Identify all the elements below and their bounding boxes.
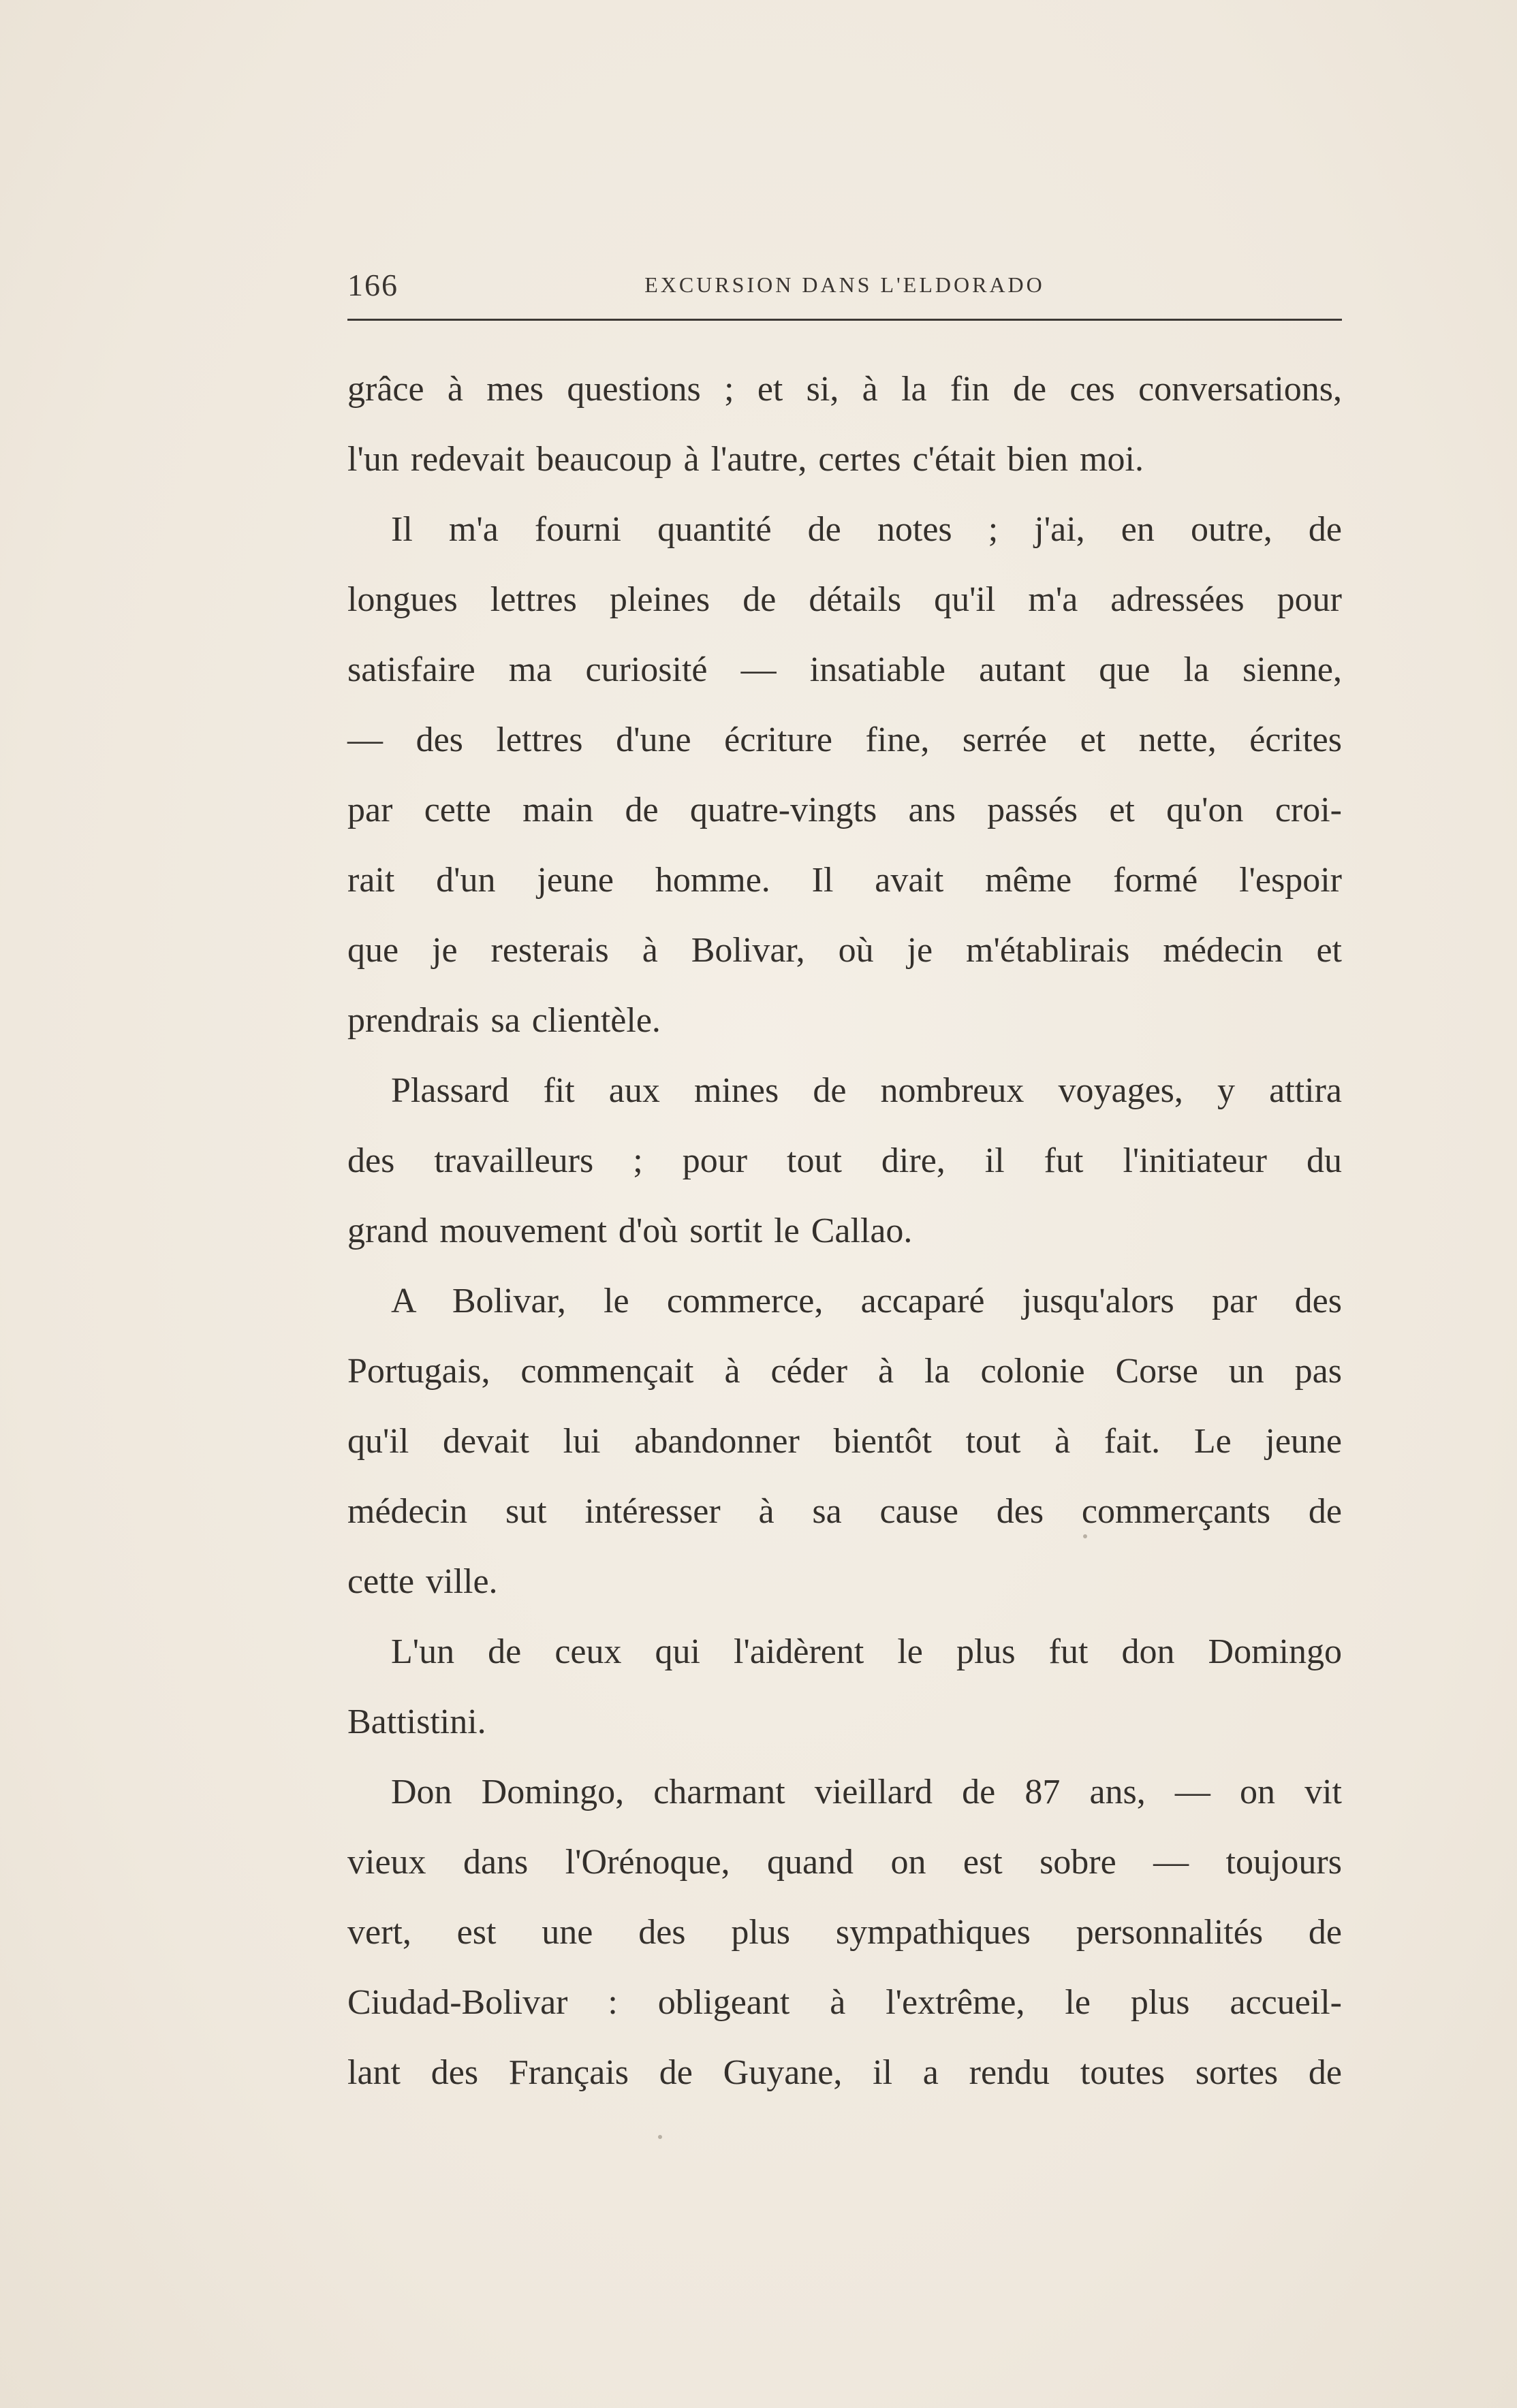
text-line: l'un redevait beaucoup à l'autre, certes c'était bien moi. — [347, 440, 1144, 479]
text-line: des travailleurs ; pour tout dire, il fut l'initiateur du — [347, 1141, 1342, 1180]
text-line: Plassard fit aux mines de nombreux voyages, y attira — [391, 1071, 1342, 1110]
text-line: A Bolivar, le commerce, accaparé jusqu'alors par des — [391, 1282, 1342, 1320]
text-line: vieux dans l'Orénoque, quand on est sobre — toujours — [347, 1843, 1342, 1882]
paper-speck — [658, 2135, 662, 2139]
body-text — [347, 354, 1342, 2108]
text-line: Battistini. — [347, 1702, 486, 1741]
text-line: vert, est une des plus sympathiques personnalités de — [347, 1913, 1342, 1952]
text-line: grand mouvement d'où sortit le Callao. — [347, 1211, 913, 1250]
text-line: Ciudad-Bolivar : obligeant à l'extrême, le plus accueil- — [347, 1983, 1342, 2022]
text-line: qu'il devait lui abandonner bientôt tout à fait. Le jeune — [347, 1422, 1342, 1461]
text-line: — des lettres d'une écriture fine, serrée et nette, écrites — [347, 720, 1342, 759]
text-line: Don Domingo, charmant vieillard de 87 ans, — on vit — [391, 1773, 1342, 1811]
text-line: L'un de ceux qui l'aidèrent le plus fut don Domingo — [391, 1632, 1342, 1671]
header-rule — [347, 319, 1342, 321]
text-line: longues lettres pleines de détails qu'il m'a adressées pour — [347, 580, 1342, 619]
text-line: Portugais, commençait à céder à la colonie Corse un pas — [347, 1352, 1342, 1391]
text-line: rait d'un jeune homme. Il avait même formé l'espoir — [347, 861, 1342, 900]
text-line: par cette main de quatre-vingts ans passés et qu'on croi- — [347, 791, 1342, 829]
text-line: médecin sut intéresser à sa cause des commerçants de — [347, 1492, 1342, 1531]
text-line: satisfaire ma curiosité — insatiable autant que la sienne, — [347, 650, 1342, 689]
text-line: grâce à mes questions ; et si, à la fin de ces conversations, — [347, 370, 1342, 409]
text-line: cette ville. — [347, 1562, 498, 1601]
text-line: que je resterais à Bolivar, où je m'établirais médecin et — [347, 931, 1342, 970]
running-title: EXCURSION DANS L'ELDORADO — [644, 272, 1045, 297]
page-number: 166 — [347, 268, 398, 302]
paper-speck — [1083, 1534, 1087, 1538]
text-line: lant des Français de Guyane, il a rendu toutes sortes de — [347, 2053, 1342, 2092]
page-header — [347, 267, 1342, 308]
text-line: prendrais sa clientèle. — [347, 1001, 661, 1040]
text-line: Il m'a fourni quantité de notes ; j'ai, en outre, de — [391, 510, 1342, 549]
